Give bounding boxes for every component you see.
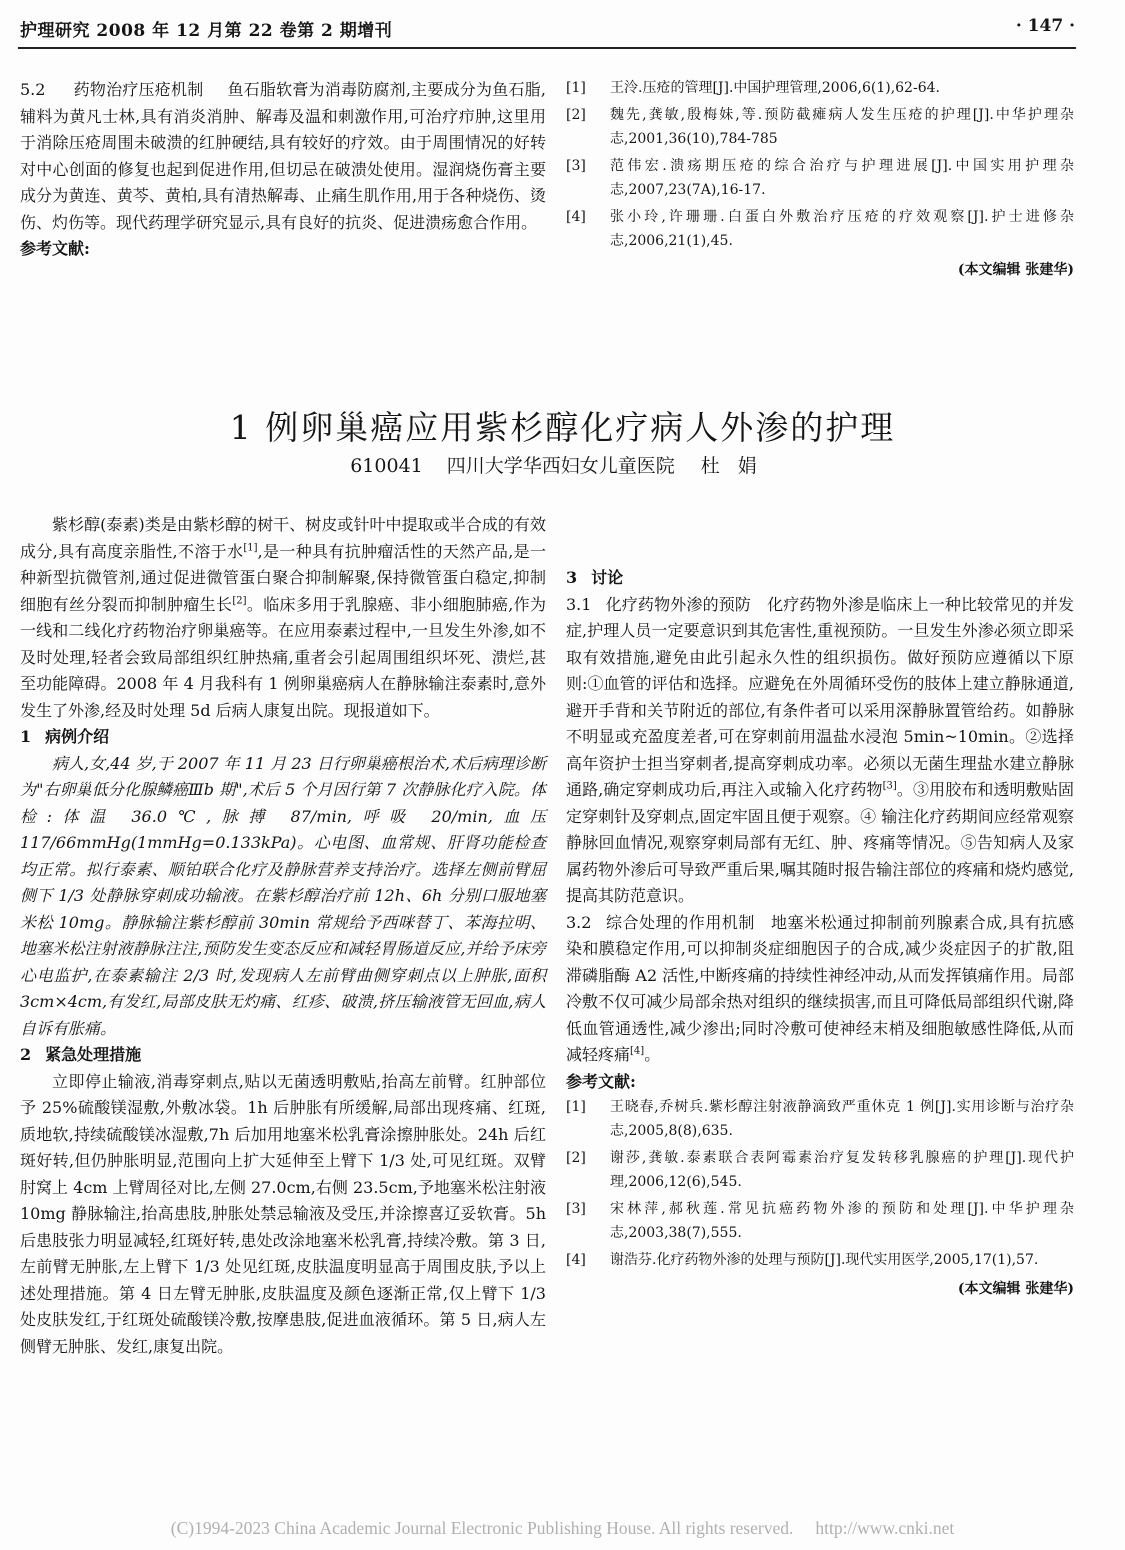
reference-number: [2]: [566, 1150, 586, 1166]
reference-item: [566, 154, 1074, 202]
reference-text: 王晓春,乔树兵.紫杉醇注射液静滴致严重休克 1 例[J].实用诊断与治疗杂志,2005,8(8),635.: [610, 1099, 1074, 1139]
citation-2: [2]: [232, 595, 247, 607]
section-title: 紧急处理措施: [45, 1045, 142, 1064]
citation-4: [4]: [630, 1045, 645, 1057]
section-number: 3: [566, 568, 578, 587]
running-header-journal: 护理研究 2008 年 12 月第 22 卷第 2 期增刊: [20, 21, 393, 41]
reference-number: [1]: [566, 80, 586, 96]
prev-section-5-2: [20, 77, 546, 236]
reference-number: [1]: [566, 1099, 586, 1115]
citation-1: [1]: [243, 542, 258, 554]
cnki-url: http://www.cnki.net: [815, 1518, 955, 1538]
copyright-text: (C)1994-2023 China Academic Journal Electronic Publishing House. All rights reserved.: [170, 1518, 794, 1538]
reference-item: [566, 205, 1074, 253]
section-title: 病例介绍: [45, 727, 110, 746]
reference-text: 范伟宏.溃疡期压疮的综合治疗与护理进展[J].中国实用护理杂志,2007,23(7A),16-17.: [610, 158, 1074, 198]
editor-note: (本文编辑 张建华): [957, 1281, 1074, 1297]
citation-3: [3]: [882, 780, 897, 792]
reference-text: 魏先,龚敏,殷梅妹,等.预防截瘫病人发生压疮的护理[J].中华护理杂志,2001,36(10),784-785: [610, 107, 1074, 147]
section-1-heading: [20, 724, 546, 751]
article-title: 1 例卵巢癌应用紫杉醇化疗病人外渗的护理: [229, 408, 896, 447]
institution: 四川大学华西妇女儿童医院: [446, 455, 675, 477]
subsection-text-b: 。③用胶布和透明敷贴固定穿刺针及穿刺点,固定牢固且便于观察。④ 输注化疗药期间应经常观察静脉回血情况,观察穿刺局部有无红、肿、疼痛等情况。⑤告知病人及家属药物外渗后可导致严重后果,嘱其随时报告输注部位的疼痛和烧灼感觉,提高其防范意识。: [566, 780, 1074, 905]
author-affiliation: [0, 451, 1125, 478]
intro-text-a: 紫杉醇(泰素)类是由紫杉醇的树干、树皮或针叶中提取或半合成的有效成分,具有高度亲脂性,不溶于水: [20, 515, 546, 561]
section-number: 2: [20, 1045, 32, 1064]
subsection-number: 3.2: [566, 912, 592, 932]
header-rule: [18, 47, 1076, 49]
reference-text: 宋林萍,郝秋莲.常见抗癌药物外渗的预防和处理[J].中华护理杂志,2003,38(7),555.: [610, 1201, 1074, 1241]
intro-text-b: ,是一种具有抗肿瘤活性的天然产品,是一种新型抗微管剂,通过促进微管蛋白聚合抑制解聚,保持微管蛋白稳定,抑制细胞有丝分裂而抑制肿瘤生长: [20, 541, 546, 614]
reference-item: [566, 1146, 1074, 1194]
prev-section-body: 鱼石脂软膏为消毒防腐剂,主要成分为鱼石脂,辅料为黄凡士林,具有消炎消肿、解毒及温和刺激作用,可治疗疖肿,这里用于消除压疮周围未破溃的红肿硬结,具有较好的疗效。由于周围情况的好转对中心创面的修复也起到促进作用,但切忌在破溃处使用。湿润烧伤膏主要成分为黄连、黄芩、黄柏,具有清热解毒、止痛生肌作用,用于各种烧伤、烫伤、灼伤等。现代药理学研究显示,具有良好的抗炎、促进溃疡愈合作用。: [20, 80, 546, 232]
reference-item: [566, 1095, 1074, 1143]
section-3-heading: [566, 565, 1074, 592]
reference-number: [4]: [566, 209, 586, 225]
references-heading: 参考文献:: [566, 1071, 636, 1091]
prev-section-number: 5.2: [20, 80, 46, 99]
reference-item: [566, 76, 1074, 100]
subsection-text-b: 。: [644, 1045, 661, 1064]
prev-references-list: [566, 76, 1074, 284]
section-title: 讨论: [591, 568, 624, 587]
reference-item: [566, 1197, 1074, 1245]
article-left-column: [20, 512, 546, 1360]
prev-references-heading: 参考文献:: [20, 239, 90, 258]
author-name: 杜娟: [700, 455, 775, 477]
section-2-heading: [20, 1042, 546, 1069]
section-3-1-paragraph: [566, 592, 1074, 910]
prev-section-title: 药物治疗压疮机制: [73, 80, 204, 99]
emergency-treatment-paragraph: 立即停止输液,消毒穿刺点,贴以无菌透明敷贴,抬高左前臂。红肿部位予 25%硫酸镁湿敷,外敷冰袋。1h 后肿胀有所缓解,局部出现疼痛、红斑,质地软,持续硫酸镁冰湿敷,7h 后加用地塞米松乳膏涂擦肿胀处。24h 后红斑好转,但仍肿胀明显,范围向上扩大延伸至上臂下 1/3 处,可见红斑。双臂肘窝上 4cm 上臂周径对比,左侧 27.0cm,右侧 23.5cm,予地塞米松注射液 10mg 静脉输注,抬高患肢,肿胀处禁忌输液及受压,并涂擦喜辽妥软膏。5h 后患肢张力明显减轻,红斑好转,患处改涂地塞米松乳膏,持续冷敷。第 3 日,左前臂无肿胀,左上臂下 1/3 处见红斑,皮肤温度明显高于周围皮肤,予以上述处理措施。第 4 日左臂无肿胀,皮肤温度及颜色逐渐正常,仅上臂下 1/3 处皮肤发红,于红斑处硫酸镁冷敷,按摩患肢,促进血液循环。第 5 日,病人左侧臂无肿胀、发红,康复出院。: [20, 1071, 546, 1356]
subsection-title: 综合处理的作用机制: [605, 912, 755, 932]
reference-number: [3]: [566, 1201, 586, 1217]
reference-text: 谢莎,龚敏.泰素联合表阿霉素治疗复发转移乳腺癌的护理[J].现代护理,2006,12(6),545.: [610, 1150, 1074, 1190]
section-3-2-paragraph: [566, 910, 1074, 1069]
page-number: · 147 ·: [1015, 16, 1075, 36]
case-report-paragraph: 病人,女,44 岁,于 2007 年 11 月 23 日行卵巢癌根治术,术后病理诊断为"右卵巢低分化腺鳞癌Ⅲb 期",术后 5 个月因行第 7 次静脉化疗入院。体检:体温 36.0℃,脉搏 87/min,呼吸 20/min,血压 117/66mmHg(1mmHg=0.133kPa)。心电图、血常规、肝肾功能检查均正常。拟行泰素、顺铂联合化疗及静脉营养支持治疗。选择左侧前臂屈侧下 1/3 处静脉穿刺成功输液。在紫杉醇治疗前 12h、6h 分别口服地塞米松 10mg。静脉输注紫杉醇前 30min 常规给予西咪替丁、苯海拉明、地塞米松注射液静脉注注,预防发生变态反应和减轻胃肠道反应,并给予床旁心电监护,在泰素输注 2/3 时,发现病人左前臂曲侧穿刺点以上肿胀,面积 3cm×4cm,有发红,局部皮肤无灼痛、红疹、破溃,挤压输液管无回血,病人自诉有胀痛。: [20, 753, 546, 1038]
subsection-text-a: 地塞米松通过抑制前列腺素合成,具有抗感染和膜稳定作用,可以抑制炎症细胞因子的合成,减少炎症因子的扩散,阻滞磷脂酶 A2 活性,中断疼痛的持续性神经冲动,从而发挥镇痛作用。局部冷敷不仅可减少局部余热对组织的继续损害,而且可降低局部组织代谢,降低血管通透性,减少渗出;同时冷敷可使神经末梢及细胞敏感性降低,从而减轻疼痛: [566, 912, 1074, 1064]
prev-article-left-column: [20, 77, 546, 263]
section-number: 1: [20, 727, 32, 746]
reference-text: 谢浩芬.化疗药物外渗的处理与预防[J].现代实用医学,2005,17(1),57.: [610, 1252, 1039, 1268]
reference-item: [566, 103, 1074, 151]
reference-number: [3]: [566, 158, 586, 174]
subsection-title: 化疗药物外渗的预防: [605, 594, 752, 614]
subsection-number: 3.1: [566, 594, 592, 614]
intro-text-c: 。临床多用于乳腺癌、非小细胞肺癌,作为一线和二线化疗药物治疗卵巢癌等。在应用泰素过程中,一旦发生外渗,如不及时处理,轻者会致局部组织红肿热痛,重者会引起周围组织坏死、溃烂,甚至功能障碍。2008 年 4 月我科有 1 例卵巢癌病人在静脉输注泰素时,意外发生了外渗,经及时处理 5d 后病人康复出院。现报道如下。: [20, 594, 546, 720]
prev-editor-note: (本文编辑 张建华): [957, 262, 1074, 278]
postal-code: 610041: [350, 455, 423, 477]
article-right-column: [566, 512, 1074, 1303]
reference-number: [4]: [566, 1252, 586, 1268]
reference-number: [2]: [566, 107, 586, 123]
intro-paragraph: [20, 512, 546, 724]
subsection-text-a: 化疗药物外渗是临床上一种比较常见的并发症,护理人员一定要意识到其危害性,重视预防。一旦发生外渗必须立即采取有效措施,避免由此引起永久性的组织损伤。做好预防应遵循以下原则:①血管的评估和选择。应避免在外周循环受伤的肢体上建立静脉通道,避开手背和关节附近的部位,有条件者可以采用深静脉置管给药。如静脉不明显或充盈度差者,可在穿刺前用温盐水浸泡 5min~10min。②选择高年资护士担当穿刺者,提高穿刺成功率。必须以无菌生理盐水建立静脉通路,确定穿刺成功后,再注入或输入化疗药物: [566, 594, 1074, 799]
copyright-footer: [0, 1518, 1125, 1539]
reference-text: 张小玲,许珊珊.白蛋白外敷治疗压疮的疗效观察[J].护士进修杂志,2006,21(1),45.: [610, 209, 1074, 249]
reference-text: 王泠.压疮的管理[J].中国护理管理,2006,6(1),62-64.: [610, 80, 940, 96]
reference-item: [566, 1248, 1074, 1272]
